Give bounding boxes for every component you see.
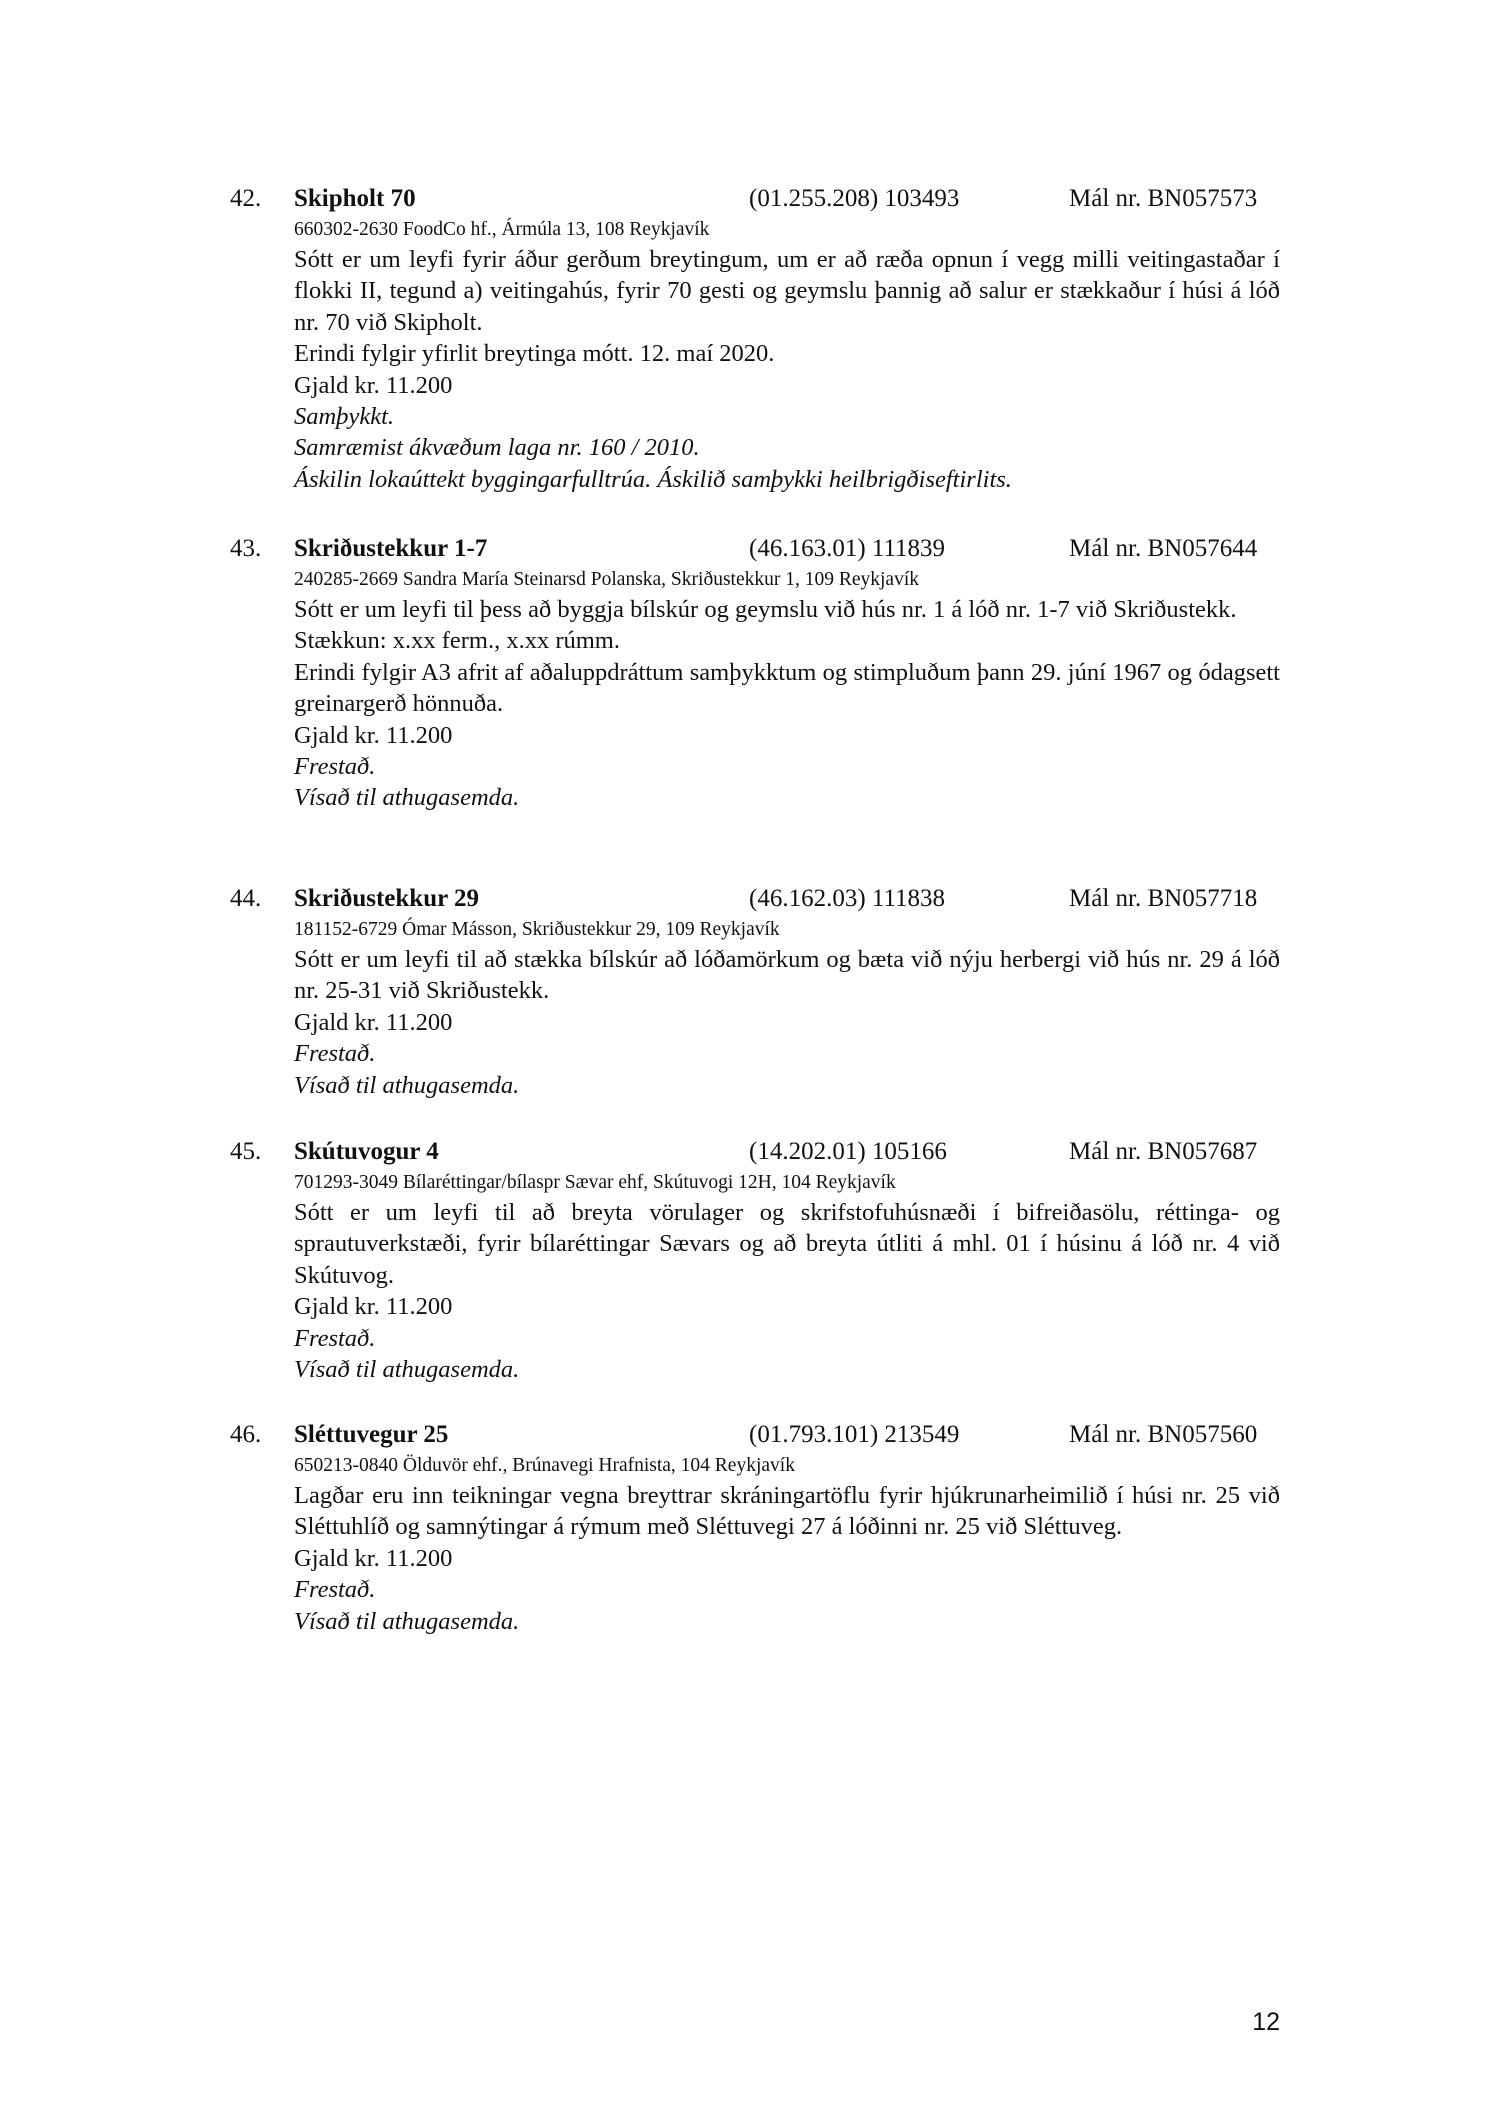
case-fee: Gjald kr. 11.200 — [294, 1544, 453, 1572]
case-description: Sótt er um leyfi til þess að byggja bílskúr og geymslu við hús nr. 1 á lóð nr. 1-7 við Skriðustekk. — [294, 596, 1237, 623]
case-description: Sótt er um leyfi til að breyta vörulager og skrifstofuhúsnæði í bifreiðasölu, réttinga- og sprautuverkstæði, fyrir bílaréttingar Sævars og að breyta útliti á mhl. 01 í húsinu á lóð nr. 4 við Skútuvog. — [294, 1199, 1280, 1289]
case-decision: Frestað. — [294, 1576, 376, 1604]
case-reference: (14.202.01) 105166 — [749, 1138, 947, 1165]
case-file-number: Mál nr. BN057718 — [1069, 885, 1258, 912]
case-fee: Gjald kr. 11.200 — [294, 1293, 453, 1321]
case-file-number: Mál nr. BN057687 — [1069, 1138, 1258, 1165]
case-address: Skútuvogur 4 — [294, 1138, 439, 1165]
case-note: Erindi fylgir yfirlit breytinga mótt. 12. maí 2020. — [294, 340, 775, 368]
case-note: Stækkun: x.xx ferm., x.xx rúmm. — [294, 627, 620, 655]
case-body — [294, 216, 1280, 495]
case-file-number: Mál nr. BN057644 — [1069, 535, 1258, 562]
case-description: Sótt er um leyfi fyrir áður gerðum breytingum, um er að ræða opnun í vegg milli veitingastaðar í flokki II, tegund a) veitingahús, fyrir 70 gesti og geymslu þannig að salur er stækkaður í húsi á lóð nr. 70 við Skipholt. — [294, 246, 1280, 336]
case-number: 42. — [230, 185, 262, 212]
case-decision: Frestað. — [294, 1040, 376, 1068]
case-fee: Gjald kr. 11.200 — [294, 721, 453, 749]
case-header — [230, 1418, 1280, 1452]
case-decision: Samþykkt. — [294, 403, 394, 431]
case-body — [294, 566, 1280, 814]
case-number: 43. — [230, 535, 262, 562]
case-description: Lagðar eru inn teikningar vegna breyttrar skráningartöflu fyrir hjúkrunarheimilið í húsi nr. 25 við Sléttuhlíð og samnýtingar á rýmum með Sléttuvegi 27 á lóðinni nr. 25 við Sléttuveg. — [294, 1482, 1280, 1541]
case-entry — [230, 1135, 1280, 1385]
case-reference: (46.163.01) 111839 — [749, 535, 946, 562]
case-file-number: Mál nr. BN057573 — [1069, 185, 1258, 212]
case-header — [230, 1135, 1280, 1169]
case-address: Skipholt 70 — [294, 185, 416, 212]
case-decision-note: Vísað til athugasemda. — [294, 1607, 520, 1635]
case-fee: Gjald kr. 11.200 — [294, 1008, 453, 1036]
case-applicant: 660302-2630 FoodCo hf., Ármúla 13, 108 Reykjavík — [294, 219, 710, 240]
case-address: Skriðustekkur 29 — [294, 885, 480, 912]
case-applicant: 701293-3049 Bílaréttingar/bílaspr Sævar ehf, Skútuvogi 12H, 104 Reykjavík — [294, 1172, 896, 1193]
case-applicant: 181152-6729 Ómar Másson, Skriðustekkur 29, 109 Reykjavík — [294, 919, 780, 940]
case-header — [230, 182, 1280, 216]
case-note: Erindi fylgir A3 afrit af aðaluppdráttum samþykktum og stimpluðum þann 29. júní 1967 og ódagsett greinargerð hönnuða. — [294, 658, 1280, 718]
case-number: 44. — [230, 885, 262, 912]
page-number: 12 — [1252, 2008, 1280, 2036]
case-entry — [230, 1418, 1280, 1637]
case-entry — [230, 532, 1280, 814]
case-description: Sótt er um leyfi til að stækka bílskúr að lóðamörkum og bæta við nýju herbergi við hús nr. 29 á lóð nr. 25-31 við Skriðustekk. — [294, 946, 1280, 1005]
case-entry — [230, 182, 1280, 495]
case-body — [294, 916, 1280, 1101]
case-number: 45. — [230, 1138, 262, 1165]
case-fee: Gjald kr. 11.200 — [294, 371, 453, 399]
case-address: Skriðustekkur 1-7 — [294, 535, 488, 562]
case-decision-note: Vísað til athugasemda. — [294, 784, 520, 812]
case-entry — [230, 882, 1280, 1101]
case-applicant: 240285-2669 Sandra María Steinarsd Polanska, Skriðustekkur 1, 109 Reykjavík — [294, 569, 919, 590]
case-reference: (01.793.101) 213549 — [749, 1421, 960, 1448]
case-header — [230, 882, 1280, 916]
case-reference: (01.255.208) 103493 — [749, 185, 960, 212]
case-address: Sléttuvegur 25 — [294, 1421, 449, 1448]
case-decision-note: Samræmist ákvæðum laga nr. 160 / 2010. — [294, 434, 700, 462]
case-decision-note: Áskilin lokaúttekt byggingarfulltrúa. Áskilið samþykki heilbrigðiseftirlits. — [294, 465, 1012, 493]
case-decision: Frestað. — [294, 753, 376, 781]
case-decision-note: Vísað til athugasemda. — [294, 1071, 520, 1099]
case-file-number: Mál nr. BN057560 — [1069, 1421, 1258, 1448]
case-decision-note: Vísað til athugasemda. — [294, 1356, 520, 1384]
case-decision: Frestað. — [294, 1324, 376, 1352]
case-body — [294, 1452, 1280, 1637]
case-number: 46. — [230, 1421, 262, 1448]
case-header — [230, 532, 1280, 566]
case-reference: (46.162.03) 111838 — [749, 885, 946, 912]
case-applicant: 650213-0840 Ölduvör ehf., Brúnavegi Hrafnista, 104 Reykjavík — [294, 1455, 795, 1476]
case-body — [294, 1169, 1280, 1385]
